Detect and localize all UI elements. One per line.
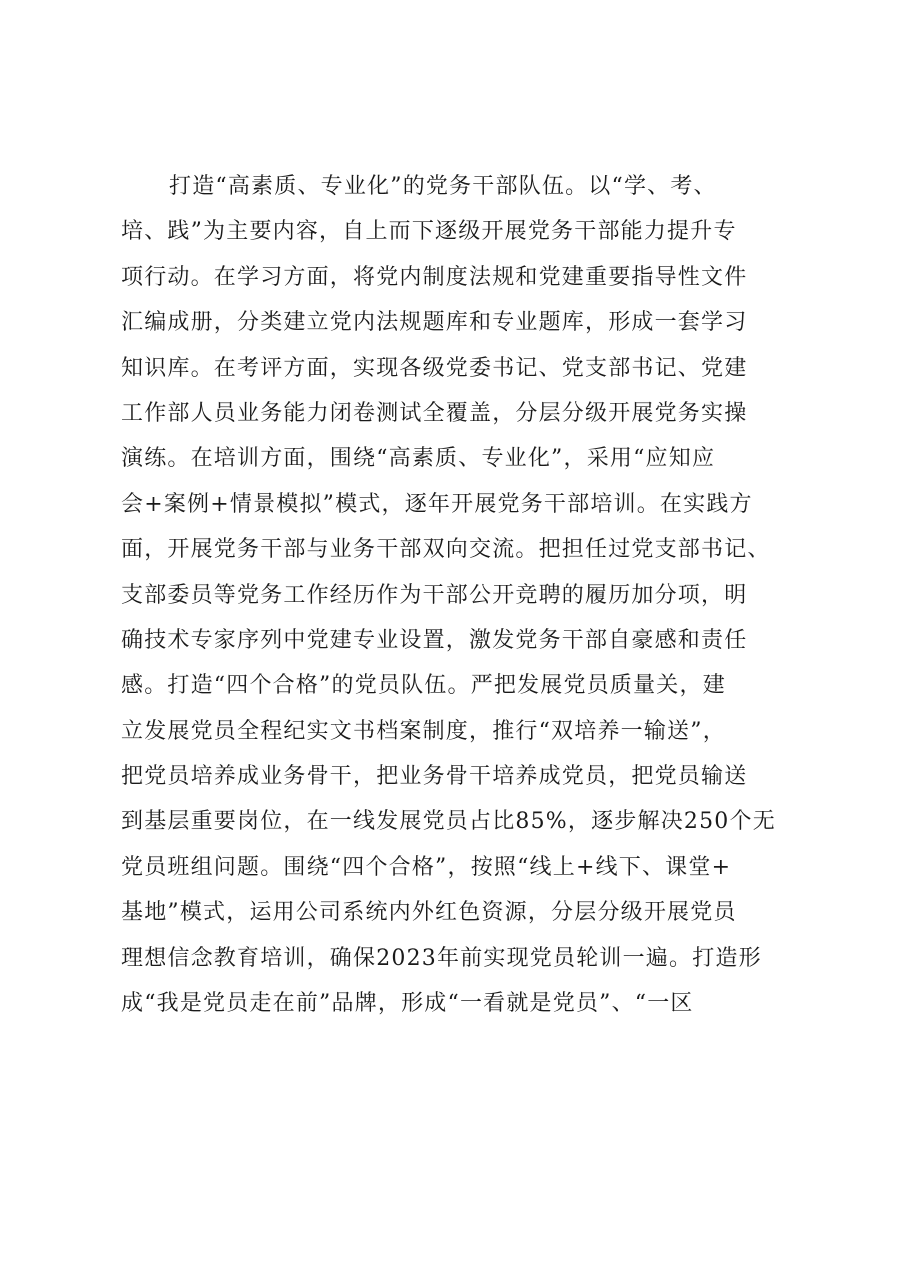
text-line: 到基层重要岗位，在一线发展党员占比85%，逐步解决250个无 [121, 809, 776, 835]
text-line: 打造“高素质、专业化”的党务干部队伍。以“学、考、 [169, 174, 717, 199]
text-line: 面，开展党务干部与业务干部双向交流。把担任过党支部书记、 [121, 537, 771, 563]
text-line: 培、践”为主要内容，自上而下逐级开展党务干部能力提升专 [121, 219, 737, 245]
text-line: 立发展党员全程纪实文书档案制度，推行“双培养一输送”， [121, 718, 726, 744]
text-line: 支部委员等党务工作经历作为干部公开竞聘的履历加分项，明 [121, 582, 748, 608]
text-line: 成“我是党员走在前”品牌，形成“一看就是党员”、“一区 [121, 991, 694, 1017]
text-line: 汇编成册，分类建立党内法规题库和专业题库，形成一套学习 [121, 310, 748, 336]
text-line: 基地”模式，运用公司系统内外红色资源，分层分级开展党员 [121, 900, 737, 926]
text-line: 会+案例+情景模拟”模式，逐年开展党务干部培训。在实践方 [121, 491, 753, 517]
text-line: 项行动。在学习方面，将党内制度法规和党建重要指导性文件 [121, 264, 748, 290]
text-line: 感。打造“四个合格”的党员队伍。严把发展党员质量关，建 [121, 673, 726, 699]
text-line: 演练。在培训方面，围绕“高素质、专业化”，采用“应知应 [121, 446, 716, 472]
text-line: 把党员培养成业务骨干，把业务骨干培养成党员，把党员输送 [121, 764, 748, 790]
text-line: 党员班组问题。围绕“四个合格”，按照“线上+线下、课堂+ [121, 854, 732, 880]
text-line: 理想信念教育培训，确保2023年前实现党员轮训一遍。打造形 [121, 945, 762, 971]
text-line: 知识库。在考评方面，实现各级党委书记、党支部书记、党建 [121, 355, 748, 381]
text-line: 确技术专家序列中党建专业设置，激发党务干部自豪感和责任 [121, 627, 748, 653]
text-line: 工作部人员业务能力闭卷测试全覆盖，分层分级开展党务实操 [121, 400, 748, 426]
body-paragraph [121, 164, 801, 1026]
